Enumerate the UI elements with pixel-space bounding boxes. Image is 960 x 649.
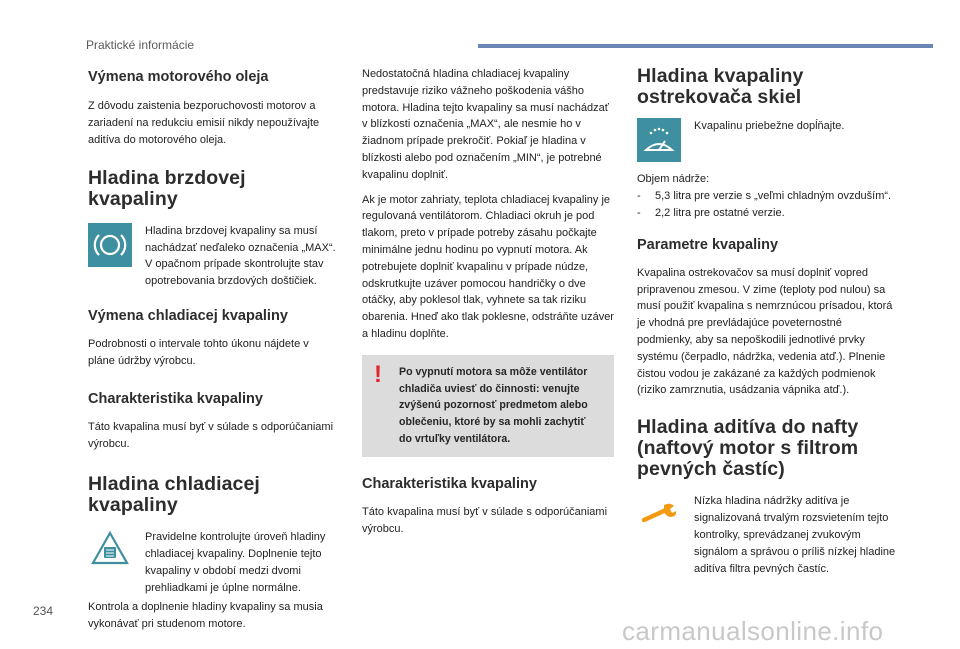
brake-fluid-heading: Hladina brzdovej kvapaliny	[88, 166, 246, 210]
brake-fluid-text: Hladina brzdovej kvapaliny sa musí nachádzať neďaleko označenia „MAX“. V opačnom prípade skontrolujte stav opotrebovania brzdových doštičiek.	[145, 224, 336, 288]
coolant-level-heading: Hladina chladiacej kvapaliny	[88, 473, 260, 517]
washer-fluid-row	[637, 118, 899, 162]
header-bar	[478, 44, 933, 48]
coolant-change-text: Podrobnosti o intervale tohto úkonu nájdete v pláne údržby výrobcu.	[88, 338, 309, 368]
fluid-spec-heading-2: Charakteristika kvapaliny	[362, 475, 537, 492]
fluid-spec-text: Táto kvapalina musí byť v súlade s odporúčaniami výrobcu.	[88, 421, 334, 451]
coolant-hot-engine-text: Ak je motor zahriaty, teplota chladiacej kvapaliny je regulovaná ventilátorom. Chladiaci okruh je pod tlakom, preto v prípade potreby zásahu počkajte minimálne jednu hodinu po vypnutí motora. Ak potrebujete doplniť kvapalinu v prípade núdze, odskrutkujte uzáver pomocou handričky o dve otáčky, aby poklesol tlak, vyhnete sa tak riziku obarenia. Hneď ako tlak poklesne, odstráňte uzáver a hladinu doplňte.	[362, 193, 614, 340]
coolant-level-text: Pravidelne kontrolujte úroveň hladiny chladiacej kvapaliny. Doplnenie tejto kvapaliny v období medzi dvomi prehliadkami je úplne normálne.	[145, 531, 326, 594]
page-number: 234	[33, 604, 54, 618]
wrench-icon	[637, 493, 681, 533]
coolant-warning-icon	[88, 529, 132, 569]
fluid-spec-text-2: Táto kvapalina musí byť v súlade s odporúčaniami výrobcu.	[362, 506, 608, 535]
tank-capacity-item: - 5,3 litra pre verzie s „veľmi chladným ovzduším“.	[637, 188, 899, 205]
exclamation-icon: !	[374, 360, 382, 388]
column-right	[637, 66, 899, 577]
diesel-additive-text: Nízka hladina nádržky aditíva je signalizovaná trvalým rozsvietením tejto kontrolky, sprevádzanej zvukovým signálom a správou o príliš nízkej hladine aditíva filtra pevných častíc.	[694, 495, 896, 575]
tank-capacity-item: - 2,2 litra pre ostatné verzie.	[637, 205, 899, 222]
washer-fluid-heading: Hladina kvapaliny ostrekovača skiel	[637, 65, 804, 109]
fluid-params-heading: Parametre kvapaliny	[637, 237, 779, 254]
tank-capacity-value: 2,2 litra pre ostatné verzie.	[655, 206, 785, 219]
fluid-params-text: Kvapalina ostrekovačov sa musí doplniť vopred pripravenou zmesou. V zime (teploty pod nulou) sa musí použiť kvapalina s nemrznúcou prísadou, ktorá je vhodná pre prevládajúce poveternostné podmienky, aby sa nepoškodili jednotlivé prvky systému (čerpadlo, nádržka, vedenia atď.). Plnenie čistou vodou je zakázané za každých podmienok (riziko zamrznutia, usádzania vápnika atď.).	[637, 266, 893, 397]
oil-change-text: Z dôvodu zaistenia bezporuchovosti motorov a zariadení na redukciu emisií nikdy nepoužívajte aditíva do motorového oleja.	[88, 100, 320, 146]
fluid-spec-heading: Charakteristika kvapaliny	[88, 391, 263, 408]
fan-warning-box	[362, 355, 614, 457]
section-header: Praktické informácie	[86, 38, 195, 52]
coolant-check-text: Kontrola a doplnenie hladiny kvapaliny sa musia vykonávať pri studenom motore.	[88, 601, 323, 631]
coolant-level-row	[88, 529, 338, 596]
tank-capacity-label: Objem nádrže:	[637, 173, 710, 186]
diesel-additive-heading: Hladina aditíva do nafty (naftový motor s filtrom pevných častíc)	[637, 416, 859, 481]
column-left	[88, 66, 338, 633]
fan-warning-text: Po vypnutí motora sa môže ventilátor chladiča uviesť do činnosti: venujte zvýšenú pozornosť predmetom alebo oblečeniu, ktoré by sa mohli zachytiť do vrtuľky ventilátora.	[399, 365, 588, 445]
brake-warning-icon	[88, 223, 132, 267]
diesel-additive-row	[637, 493, 899, 577]
brake-fluid-row	[88, 223, 338, 290]
coolant-risk-text: Nedostatočná hladina chladiacej kvapaliny predstavuje riziko vážneho poškodenia vášho motora. Hladina tejto kvapaliny sa musí nachádzať v blízkosti označenia „MAX“, ale nesmie ho v žiadnom prípade prekročiť. Pokiaľ je hladina v blízkosti alebo pod označením „MIN“, je potrebné kvapalinu doplniť.	[362, 68, 609, 181]
tank-capacity-value: 5,3 litra pre verzie s „veľmi chladným ovzduším“.	[655, 189, 892, 202]
washer-fluid-icon	[637, 118, 681, 162]
oil-change-heading: Výmena motorového oleja	[88, 69, 269, 85]
washer-fluid-text: Kvapalinu priebežne dopĺňajte.	[694, 120, 845, 133]
column-middle	[362, 66, 614, 538]
watermark: carmanualsonline.info	[622, 616, 884, 646]
coolant-change-heading: Výmena chladiacej kvapaliny	[88, 308, 288, 325]
